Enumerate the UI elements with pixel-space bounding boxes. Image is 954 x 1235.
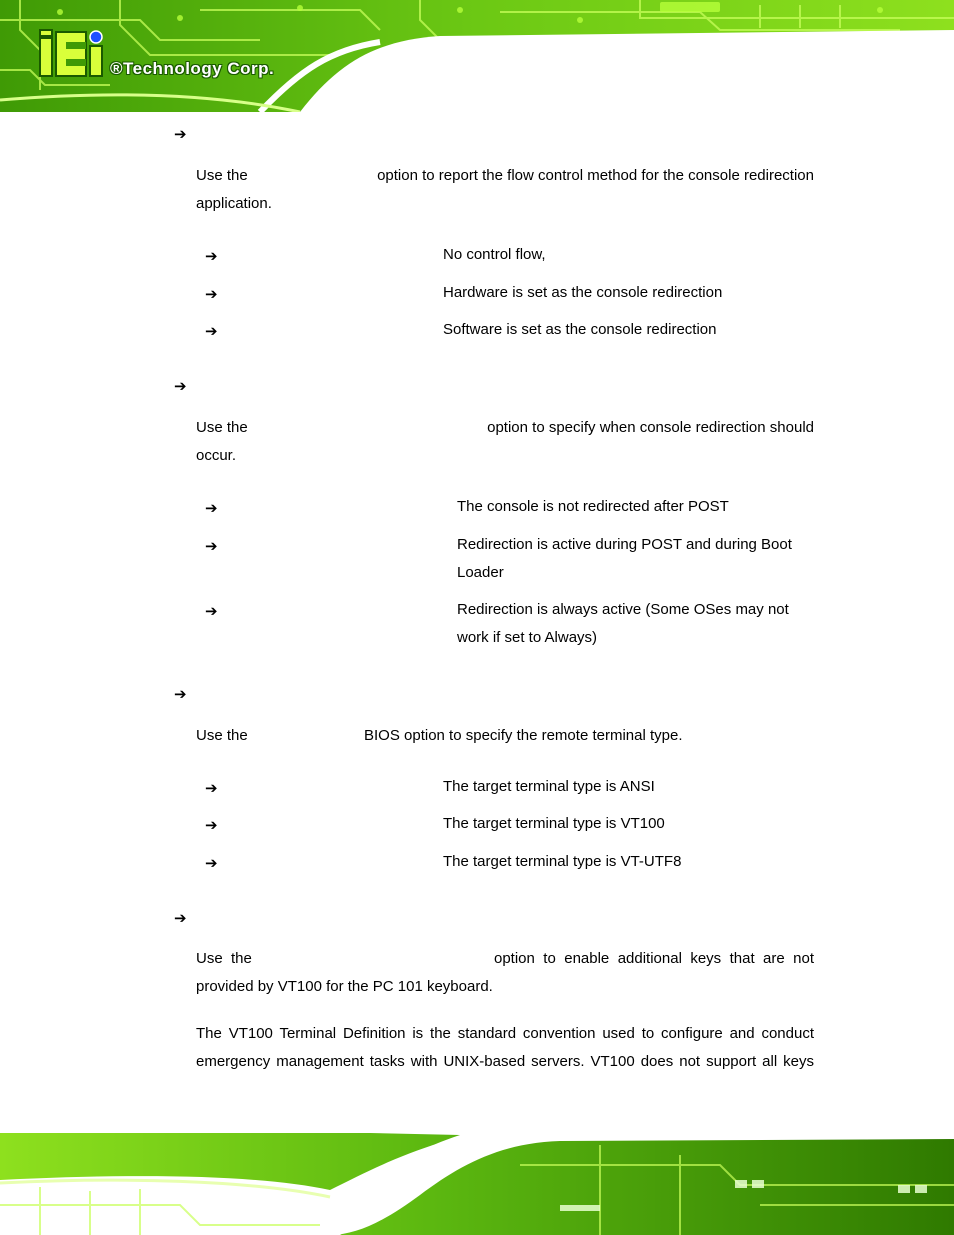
arrow-right-icon: ➔	[174, 377, 187, 395]
option-description: Software is set as the console redirection	[443, 321, 717, 338]
option-description-cont: Loader	[457, 564, 504, 581]
pcb-header-graphic	[0, 0, 954, 112]
arrow-right-icon: ➔	[205, 322, 218, 340]
arrow-right-icon: ➔	[205, 779, 218, 797]
option-description: The console is not redirected after POST	[457, 498, 729, 515]
combo-desc-use: Use	[196, 950, 223, 967]
terminal-type-desc-start: Use the	[196, 727, 248, 744]
footer-banner	[0, 1125, 954, 1235]
iei-logo-graphic	[40, 30, 102, 76]
arrow-right-icon: ➔	[205, 285, 218, 303]
redirection-description-cont: occur.	[196, 447, 237, 464]
arrow-right-icon: ➔	[205, 499, 218, 517]
option-description: The target terminal type is ANSI	[443, 778, 655, 795]
option-description: The target terminal type is VT-UTF8	[443, 853, 682, 870]
redirection-description: Use the option to specify when console redirection should	[196, 419, 814, 436]
combo-desc-end: option to enable additional keys that are not	[494, 950, 814, 967]
arrow-right-icon: ➔	[205, 816, 218, 834]
terminal-type-desc-end: BIOS option to specify the remote terminal type.	[364, 727, 683, 744]
arrow-right-icon: ➔	[205, 854, 218, 872]
option-description-cont: work if set to Always)	[457, 629, 598, 646]
option-description: Hardware is set as the console redirection	[443, 284, 723, 301]
arrow-right-icon: ➔	[205, 247, 218, 265]
arrow-right-icon: ➔	[174, 125, 187, 143]
arrow-right-icon: ➔	[174, 685, 187, 703]
option-description: The target terminal type is VT100	[443, 815, 665, 832]
option-description: No control flow,	[443, 246, 546, 263]
flow-control-description: Use the option to report the flow control method for the console redirection	[196, 167, 814, 184]
flow-control-description-cont: application.	[196, 195, 272, 212]
company-name: ®Technology Corp.	[110, 59, 275, 78]
arrow-right-icon: ➔	[174, 909, 187, 927]
header-banner	[0, 0, 954, 112]
option-description: Redirection is active during POST and during Boot	[457, 536, 792, 553]
combo-desc-the: the	[231, 950, 252, 967]
option-description: Redirection is always active (Some OSes may not	[457, 601, 789, 618]
vt100-paragraph-line2: emergency management tasks with UNIX-based servers. VT100 does not support all keys	[196, 1053, 814, 1070]
vt100-paragraph-line1: The VT100 Terminal Definition is the standard convention used to configure and conduct	[196, 1025, 814, 1042]
arrow-right-icon: ➔	[205, 602, 218, 620]
combo-description-cont: provided by VT100 for the PC 101 keyboard.	[196, 978, 493, 995]
arrow-right-icon: ➔	[205, 537, 218, 555]
pcb-footer-graphic	[0, 1125, 954, 1235]
